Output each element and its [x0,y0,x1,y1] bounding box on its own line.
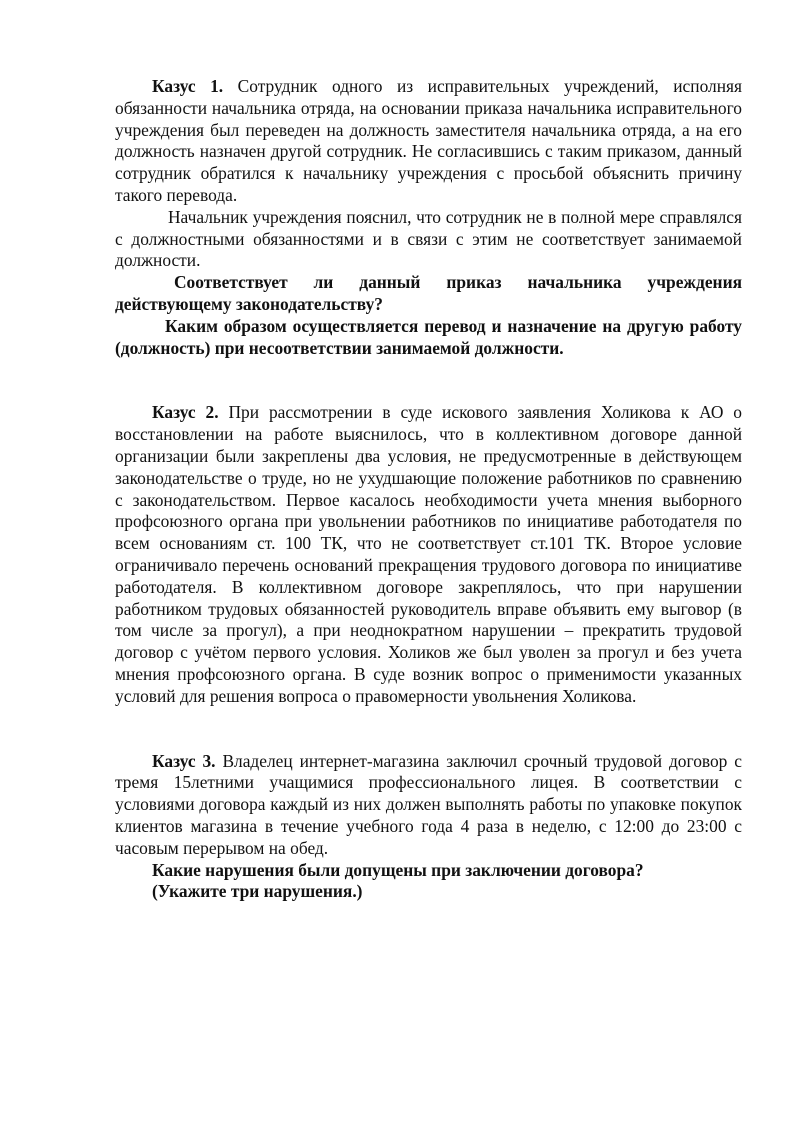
spacer [115,708,742,751]
case2-label: Казус 2. [152,402,219,423]
case1-question-2: Каким образом осуществляется перевод и назначение на другую работу (должность) при несоответствии занимаемой должности. [115,315,742,358]
case3-label: Казус 3. [152,750,216,771]
case3-question-2: (Укажите три нарушения.) [152,881,363,902]
case1-label: Казус 1. [152,76,224,96]
case3-text: Владелец интернет-магазина заключил срочный трудовой договор с тремя 15летними учащимися профессионального лицея. В соответствии с условиями договора каждый из них должен выполнять работы по упаковке покупок клиентов магазина в течение учебного года 4 раза в неделю, с 12:00 до 23:00 с часовым перерывом на обед. [115,750,742,858]
case1-question-1: Соответствует ли данный приказ начальника учреждения действующему законодательству? [115,272,742,314]
spacer [115,359,742,402]
case1-text: Сотрудник одного из исправительных учреждений, исполняя обязанности начальника отряда, на основании приказа начальника исправительного учреждения был переведен на должность заместителя начальника отряда, а на его должность назначен другой сотрудник. Не согласившись с таким приказом, данный сотрудник обратился к начальнику учреждения с просьбой объяснить причину такого перевода. [115,76,743,205]
case1-paragraph [115,76,742,207]
case1-paragraph-2: Начальник учреждения пояснил, что сотрудник не в полной мере справлялся с должностными обязанностями и в связи с этим не соответствует занимаемой должности. [115,206,742,271]
case2-paragraph [115,402,742,707]
case3-paragraph [115,751,742,860]
case3-question-1: Какие нарушения были допущены при заключении договора? [152,859,644,880]
case2-text: При рассмотрении в суде искового заявления Холикова к АО о восстановлении на работе выяснилось, что в коллективном договоре данной организации были закреплены два условия, не предусмотренные в действующем законодательстве о труде, но не ухудшающие положение работников по сравнению с законодательством. Первое касалось необходимости учета мнения выборного профсоюзного органа при увольнении работников по инициативе работодателя по всем основаниям ст. 100 ТК, что не соответствует ст.101 ТК. Второе условие ограничивало перечень оснований прекращения трудового договора по инициативе работодателя. В коллективном договоре закреплялось, что при нарушении работником трудовых обязанностей руководитель вправе объявить ему выговор (в том числе за прогул), а при неоднократном нарушении – прекратить трудовой договор с учётом первого условия. Холиков же был уволен за прогул и без учета мнения профсоюзного органа. В суде возник вопрос о применимости указанных условий для решения вопроса о правомерности увольнения Холикова. [115,402,742,706]
document-page [115,76,742,903]
